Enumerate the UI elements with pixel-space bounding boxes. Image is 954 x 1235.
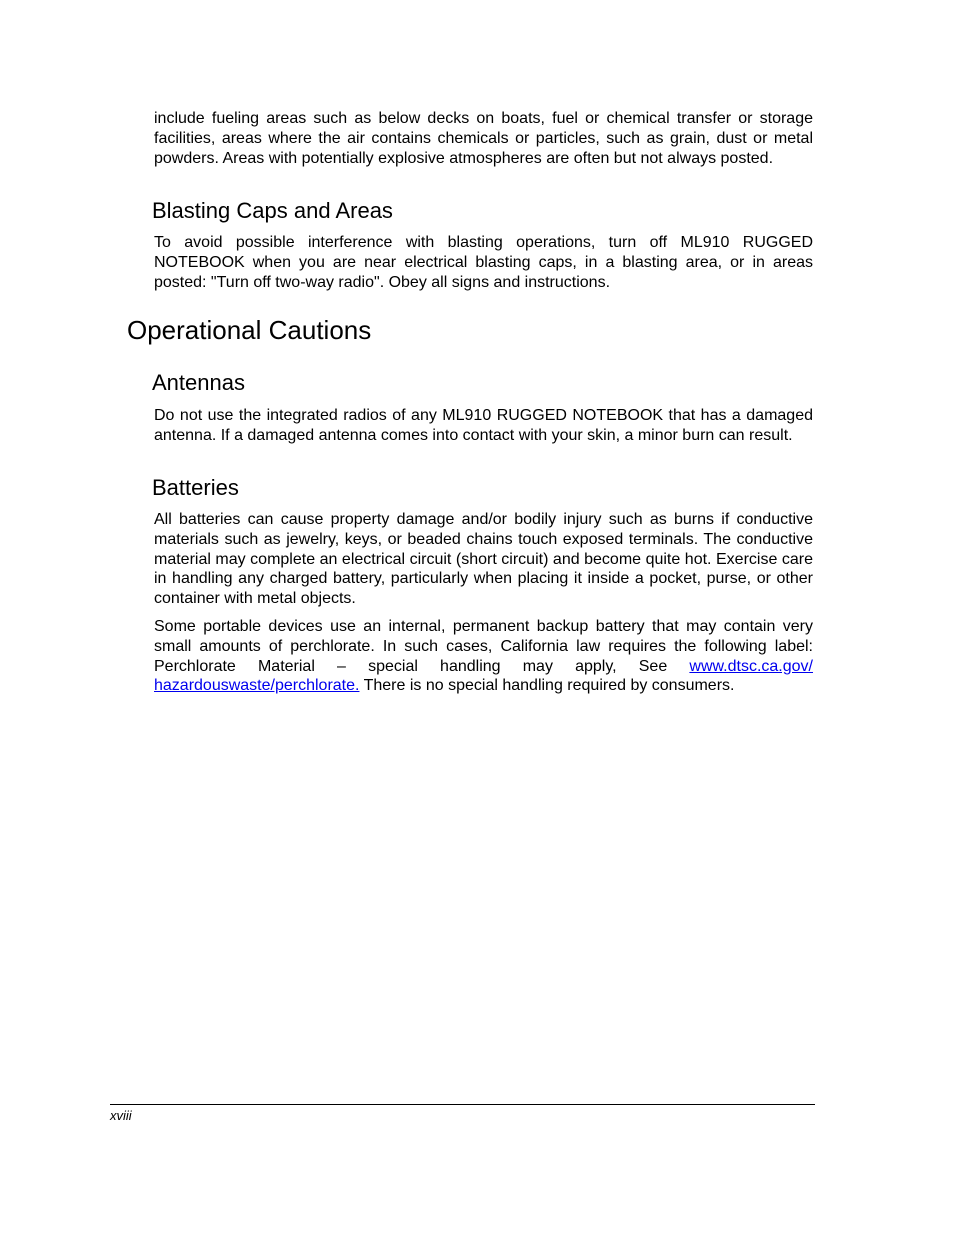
- blasting-caps-heading: Blasting Caps and Areas: [152, 198, 393, 223]
- perchlorate-link[interactable]: www.dtsc.ca.gov/ hazardouswaste/perchlorate.: [154, 657, 813, 695]
- footer-rule: [110, 1104, 815, 1105]
- blasting-caps-paragraph: To avoid possible interference with blasting operations, turn off ML910 RUGGED NOTEBOOK when you are near electrical blasting caps, in a blasting area, or in areas posted: "Turn off two-way radio". Obey all signs and instructions.: [154, 234, 813, 291]
- operational-cautions-heading: Operational Cautions: [127, 315, 372, 345]
- perchlorate-text: Some portable devices use an internal, permanent backup battery that may contain very small amounts of perchlorate. In such cases, California law requires the following label: Perchlorate Material – special handling may apply, See: [154, 618, 813, 675]
- consumer-handling-text: There is no special handling required by consumers.: [359, 677, 735, 695]
- page-number: xviii: [110, 1108, 132, 1123]
- continued-paragraph: include fueling areas such as below decks on boats, fuel or chemical transfer or storage facilities, areas where the air contains chemicals or particles, such as grain, dust or metal powders. Areas with potentially explosive atmospheres are often but not always posted.: [154, 110, 813, 167]
- batteries-heading: Batteries: [152, 475, 239, 500]
- batteries-paragraph-1: All batteries can cause property damage and/or bodily injury such as burns if conductive materials such as jewelry, keys, or beaded chains touch exposed terminals. The conductive material may complete an electrical circuit (short circuit) and become quite hot. Exercise care in handling any charged battery, particularly when placing it inside a pocket, purse, or other container with metal objects.: [154, 511, 813, 608]
- batteries-paragraph-2: [154, 617, 813, 696]
- antennas-heading: Antennas: [152, 370, 245, 395]
- antennas-paragraph: Do not use the integrated radios of any ML910 RUGGED NOTEBOOK that has a damaged antenna. If a damaged antenna comes into contact with your skin, a minor burn can result.: [154, 407, 813, 444]
